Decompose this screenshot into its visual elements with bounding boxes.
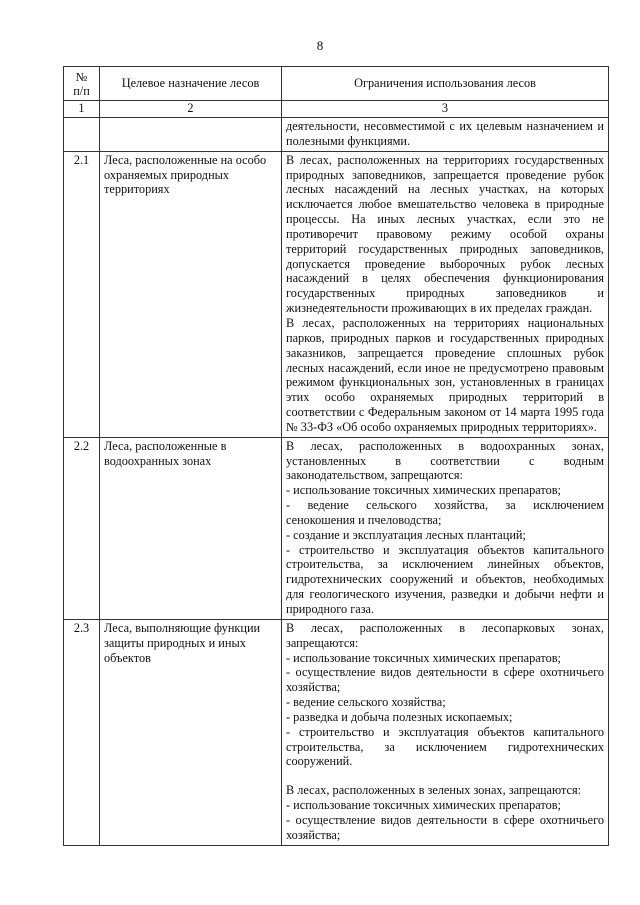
- table-row: [64, 619, 609, 845]
- table-row: [64, 151, 609, 437]
- restriction-item: - использование токсичных химических препаратов;: [286, 650, 561, 665]
- header-number: [64, 67, 100, 101]
- restriction-item: - осуществление видов деятельности в сфере охотничьего хозяйства;: [286, 812, 604, 842]
- index-cell-3: 3: [282, 101, 609, 118]
- header-restrictions: Ограничения использования лесов: [282, 67, 609, 101]
- row-number: [64, 118, 100, 152]
- index-cell-1: 1: [64, 101, 100, 118]
- table-row: [64, 118, 609, 152]
- page-number: 8: [316, 38, 324, 53]
- restriction-item: - использование токсичных химических препаратов;: [286, 798, 561, 813]
- restriction-item: - осуществление видов деятельности в сфере охотничьего хозяйства;: [286, 665, 604, 695]
- restriction-item: - использование токсичных химических препаратов;: [286, 483, 561, 498]
- restriction-item: - ведение сельского хозяйства, за исключением сенокошения и пчеловодства;: [286, 498, 604, 527]
- row-number: 2.1: [64, 151, 100, 437]
- forest-restrictions-table: [63, 66, 609, 846]
- restriction-item: - ведение сельского хозяйства;: [286, 695, 446, 710]
- paragraph-gap: [286, 769, 604, 783]
- restriction-paragraph: В лесах, расположенных в зеленых зонах, запрещаются:: [286, 783, 582, 798]
- restriction-paragraph: В лесах, расположенных на территориях государственных природных заповедников, запрещается проведение рубок лесных насаждений на лесных участках, на которых исключается любое вмешательство человека в природные процессы. На иных лесных участках, если это не противоречит правовому режиму особой охраны территорий государственных природных заповедников, допускается проведение выборочных рубок лесных насаждений в целях обеспечения функционирования государственных природных заповедников и жизнедеятельности проживающих в их пределах граждан.: [286, 152, 604, 316]
- table-row: [64, 437, 609, 619]
- row-restrictions: [282, 151, 609, 437]
- restriction-paragraph: В лесах, расположенных на территориях национальных парков, природных парков и государственных природных заказников, запрещается проведение сплошных рубок лесных насаждений, если иное не предусмотрено правовым режимом функциональных зон, установленных в границах этих особо охраняемых природных территорий в соответствии с Федеральным законом от 14 марта 1995 года № 33-ФЗ «Об особо охраняемых природных территориях».: [286, 315, 604, 434]
- row-number: 2.3: [64, 619, 100, 845]
- restriction-item: - строительство и эксплуатация объектов капитального строительства, за исключением линейных объектов, гидротехнических сооружений и объектов, необходимых для геологического изучения, разведки и добычи нефти и природного газа.: [286, 542, 604, 616]
- restriction-paragraph: В лесах, расположенных в водоохранных зонах, установленных в соответствии с водным законодательством, запрещаются:: [286, 438, 604, 483]
- row-purpose: [100, 118, 282, 152]
- restriction-item: - строительство и эксплуатация объектов капитального строительства, за исключением гидротехнических сооружений.: [286, 724, 604, 769]
- index-cell-2: 2: [100, 101, 282, 118]
- row-purpose: Леса, выполняющие функции защиты природных и иных объектов: [100, 619, 282, 845]
- row-restrictions: [282, 619, 609, 845]
- row-restrictions: [282, 437, 609, 619]
- row-purpose: Леса, расположенные на особо охраняемых природных территориях: [100, 151, 282, 437]
- restriction-paragraph: В лесах, расположенных в лесопарковых зонах, запрещаются:: [286, 620, 604, 650]
- row-purpose: Леса, расположенные в водоохранных зонах: [100, 437, 282, 619]
- restriction-item: - разведка и добыча полезных ископаемых;: [286, 709, 513, 724]
- row-number: 2.2: [64, 437, 100, 619]
- header-purpose: Целевое назначение лесов: [100, 67, 282, 101]
- restriction-paragraph: деятельности, несовместимой с их целевым назначением и полезными функциями.: [286, 119, 604, 148]
- table-header-row: [64, 67, 609, 101]
- header-number-line2: п/п: [73, 83, 90, 98]
- table-index-row: [64, 101, 609, 118]
- header-number-line1: №: [75, 69, 88, 84]
- restriction-item: - создание и эксплуатация лесных плантаций;: [286, 527, 526, 542]
- row-restrictions: [282, 118, 609, 152]
